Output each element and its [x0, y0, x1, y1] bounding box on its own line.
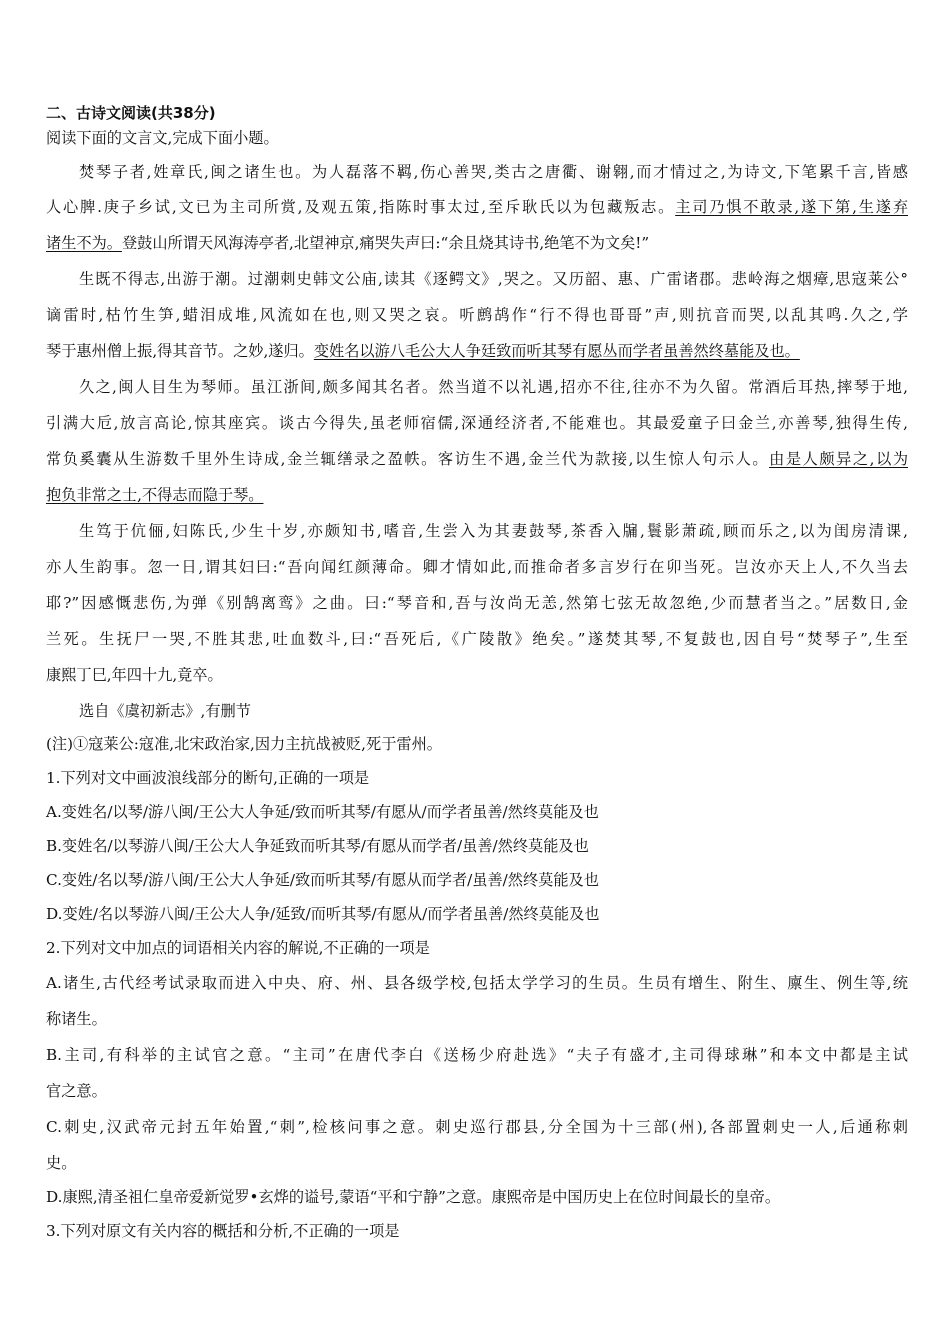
passage-line: 焚琴子者,姓章氏,闽之诸生也。为人磊落不羁,伤心善哭,类古之唐衢、谢翱,而才情过之,为诗文,下笔累千言,皆感 [79, 163, 908, 181]
wavy-underline-segment: 变姓名以游八毛公大人争廷致而听其琴有愿丛而学者虽善然终墓能及也。 [313, 342, 800, 360]
passage-line: 耶?”因感慨悲伤,为弹《别鹄离鸾》之曲。曰:“琴音和,吾与汝尚无恙,然第七弦无故忽绝,少而慧者当之。”居数日,金 [46, 594, 908, 612]
section-title: 二、古诗文阅读(共38分) [46, 104, 216, 122]
question-stem: 1.下列对文中画波浪线部分的断句,正确的一项是 [46, 769, 370, 787]
passage-line: 兰死。生抚尸一哭,不胜其悲,吐血数斗,曰:“吾死后,《广陵散》绝矣。”遂焚其琴,不复鼓也,因自号“焚琴子”,生至 [46, 630, 908, 648]
passage-text: 琴于惠州僧上振,得其音节。之妙,遂归。 [46, 342, 314, 360]
answer-option-a[interactable]: A.变姓名/以琴/游八闽/王公大人争延/致而听其琴/有愿从/而学者虽善/然终莫能及也 [46, 803, 599, 821]
translation-underline: 诸生不为。 [46, 234, 122, 252]
answer-option-continuation: 史。 [46, 1154, 77, 1172]
answer-option-continuation: 称诸生。 [46, 1010, 107, 1028]
answer-option-a[interactable]: A.诸生,古代经考试录取而进入中央、府、州、县各级学校,包括太学学习的生员。生员有增生、附生、廪生、例生等,统 [46, 974, 908, 992]
passage-line: 引满大卮,放言高论,惊其座宾。谈古今得失,虽老师宿儒,深通经济者,不能难也。其最爱童子曰金兰,亦善琴,独得生传, [46, 414, 908, 432]
passage-text: 人心脾.庚子乡试,文已为主司所赏,及观五策,指陈时事太过,至斥耿氏以为包藏叛志。 [46, 198, 676, 216]
footnote: (注)①寇莱公:寇准,北宋政治家,因力主抗战被贬,死于雷州。 [46, 735, 442, 753]
answer-option-d[interactable]: D.康熙,清圣祖仁皇帝爱新觉罗•玄烨的谥号,蒙语“平和宁静”之意。康熙帝是中国历史上在位时间最长的皇帝。 [46, 1188, 781, 1206]
translation-underline: 由是人颇异之,以为 [769, 450, 909, 468]
passage-line: 生笃于伉俪,妇陈氏,少生十岁,亦颇知书,嗜音,生尝入为其妻鼓琴,茶香入牖,鬟影萧疏,顾而乐之,以为闺房清课, [79, 522, 908, 540]
passage-line [46, 449, 908, 469]
passage-line: 康熙丁巳,年四十九,竟卒。 [46, 666, 223, 684]
instruction-text: 阅读下面的文言文,完成下面小题。 [46, 129, 279, 147]
question-stem: 3.下列对原文有关内容的概括和分析,不正确的一项是 [46, 1222, 400, 1240]
answer-option-continuation: 官之意。 [46, 1082, 107, 1100]
answer-option-d[interactable]: D.变姓/名以琴游八闽/王公大人争/延致/而听其琴/有愿从/而学者虽善/然终莫能及也 [46, 905, 600, 923]
passage-line [46, 233, 908, 253]
source-citation: 选自《虞初新志》,有删节 [79, 702, 251, 720]
answer-option-c[interactable]: C.刺史,汉武帝元封五年始置,“刺”,检核问事之意。刺史巡行郡县,分全国为十三部(州),各部置刺史一人,后通称刺 [46, 1118, 908, 1136]
translation-underline: 抱负非常之士,不得志而隐于琴。 [46, 486, 264, 504]
passage-line: 生既不得志,出游于潮。过潮刺史韩文公庙,读其《逐鳄文》,哭之。又历韶、惠、广雷诸郡。悲岭海之烟瘴,思寇莱公° [79, 270, 908, 288]
answer-option-b[interactable]: B.主司,有科举的主试官之意。“主司”在唐代李白《送杨少府赴选》“夫子有盛才,主司得球琳”和本文中都是主试 [46, 1046, 908, 1064]
passage-line [46, 341, 908, 361]
answer-option-b[interactable]: B.变姓名/以琴游八闽/王公大人争延致而听其琴/有愿从而学者/虽善/然终莫能及也 [46, 837, 589, 855]
passage-line: 久之,闽人目生为琴师。虽江浙间,颇多闻其名者。然当道不以礼遇,招亦不往,往亦不为久留。常酒后耳热,摔琴于地, [79, 378, 908, 396]
passage-line: 亦人生韵事。忽一日,谓其妇曰:“吾向闻红颜薄命。卿才情如此,而推命者多言岁行在卯当死。岂汝亦天上人,不久当去 [46, 558, 908, 576]
passage-text: 常负奚囊从生游数千里外生诗成,金兰辄缮录之盈帙。客访生不遇,金兰代为款接,以生惊人句示人。 [46, 450, 770, 468]
passage-line [46, 197, 908, 217]
passage-text: 登鼓山所谓天风海涛亭者,北望神京,痛哭失声曰:“余且烧其诗书,绝笔不为文矣!” [121, 234, 650, 252]
translation-underline: 主司乃惧不敢录,遂下第,生遂弃 [675, 198, 909, 216]
passage-line [46, 485, 908, 505]
question-stem: 2.下列对文中加点的词语相关内容的解说,不正确的一项是 [46, 939, 430, 957]
answer-option-c[interactable]: C.变姓/名以琴/游八闽/王公大人争延/致而听其琴/有愿从而学者/虽善/然终莫能及也 [46, 871, 599, 889]
passage-line: 谪雷时,枯竹生笋,蜡泪成堆,风流如在也,则又哭之哀。听鹧鸪作“行不得也哥哥”声,则抗音而哭,以乱其鸣.久之,学 [46, 306, 908, 324]
